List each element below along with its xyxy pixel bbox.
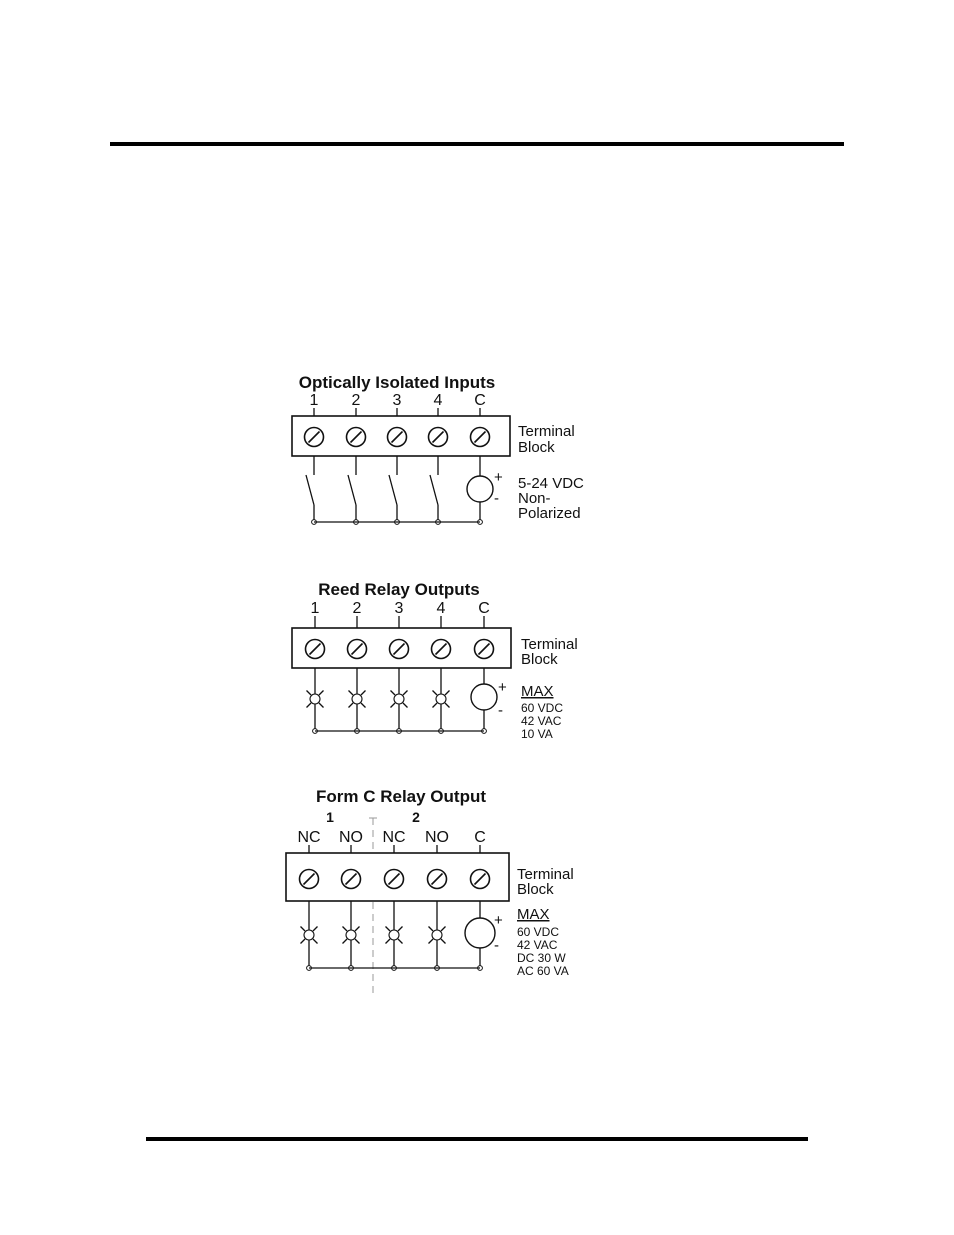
group-number: 2 [412,809,420,825]
lamp-ray [313,939,318,944]
source-rating-line: 60 VDC [517,925,560,939]
lamp-ray [301,927,306,932]
lamp-ray [386,939,391,944]
switch [306,475,314,505]
terminal-screw [429,428,448,447]
lamp-bulb [394,694,404,704]
diagram-3 [286,787,574,996]
lamp-ray [445,691,450,696]
minus-sign: - [494,490,499,507]
terminal-label: NC [382,829,406,846]
source-rating-line: 42 VAC [517,938,558,952]
plus-sign: + [494,912,503,929]
lamp-ray [349,691,354,696]
lamp-bulb [432,930,442,940]
terminal-label: 3 [394,600,404,617]
terminal-screw [388,428,407,447]
terminal-screw [348,640,367,659]
lamp-ray [403,703,408,708]
terminal-screw [347,428,366,447]
terminal-screw [471,428,490,447]
lamp-ray [441,939,446,944]
source-rating-line: 60 VDC [521,701,564,715]
lamp-ray [319,691,324,696]
lamp-ray [403,691,408,696]
lamp-bulb [352,694,362,704]
lamp-ray [301,939,306,944]
lamp-bulb [310,694,320,704]
diagram-title: Form C Relay Output [315,787,487,806]
terminal-block-label: Block [521,651,558,668]
source-rating-line: Non- [518,490,551,507]
terminal-block-label: Block [517,881,554,898]
lamp-bulb [436,694,446,704]
terminal-screw [390,640,409,659]
lamp-ray [343,927,348,932]
lamp-ray [429,927,434,932]
lamp-ray [307,691,312,696]
lamp-ray [313,927,318,932]
lamp-ray [361,703,366,708]
terminal-screw [475,640,494,659]
diagram-title: Optically Isolated Inputs [298,373,496,392]
lamp-ray [386,927,391,932]
switch-blade [306,475,314,505]
plus-sign: + [494,469,503,486]
lamp-ray [433,703,438,708]
terminal-block-label: Terminal [517,866,574,883]
terminal-screw [385,870,404,889]
terminal-label: C [478,600,490,617]
terminal-label: C [474,392,486,409]
terminal-block-label: Block [518,439,555,456]
terminal-screw [432,640,451,659]
lamp-bulb [346,930,356,940]
terminal-screw [428,870,447,889]
lamp-ray [441,927,446,932]
source-rating-line: 5-24 VDC [518,475,584,492]
lamp-ray [391,703,396,708]
lamp-ray [429,939,434,944]
diagram-1 [292,373,584,524]
lamp-ray [391,691,396,696]
lamp-ray [355,939,360,944]
terminal-label: 2 [352,600,362,617]
source-rating-line: AC 60 VA [517,964,569,978]
terminal-label: 2 [351,392,361,409]
diagram-2 [292,580,578,741]
source-rating-heading: MAX [521,683,554,700]
lamp-bulb [304,930,314,940]
terminal-screw [471,870,490,889]
lamp-ray [307,703,312,708]
terminal-block-label: Terminal [518,423,575,440]
terminal-label: NC [297,829,321,846]
switch [389,475,397,505]
lamp-bulb [389,930,399,940]
power-source [465,918,495,948]
source-rating-heading: MAX [517,906,550,923]
terminal-block-label: Terminal [521,636,578,653]
lamp-ray [319,703,324,708]
switch-blade [430,475,438,505]
minus-sign: - [498,702,503,719]
terminal-label: NO [339,829,363,846]
terminal-screw [342,870,361,889]
terminal-screw [306,640,325,659]
lamp-ray [445,703,450,708]
terminal-label: C [474,829,486,846]
terminal-label: NO [425,829,449,846]
terminal-label: 4 [433,392,443,409]
terminal-label: 1 [310,600,320,617]
switch-blade [348,475,356,505]
source-rating-line: Polarized [518,505,581,522]
plus-sign: + [498,679,507,696]
source-rating-line: 42 VAC [521,714,562,728]
switch [348,475,356,505]
power-source [467,476,493,502]
lamp-ray [343,939,348,944]
lamp-ray [398,927,403,932]
lamp-ray [349,703,354,708]
switch [430,475,438,505]
lamp-ray [361,691,366,696]
terminal-label: 4 [436,600,446,617]
lamp-ray [433,691,438,696]
group-number: 1 [326,809,334,825]
source-rating-line: 10 VA [521,727,553,741]
terminal-screw [305,428,324,447]
power-source [471,684,497,710]
terminal-label: 1 [309,392,319,409]
lamp-ray [398,939,403,944]
terminal-screw [300,870,319,889]
source-rating-line: DC 30 W [517,951,566,965]
lamp-ray [355,927,360,932]
minus-sign: - [494,937,499,954]
diagram-title: Reed Relay Outputs [318,580,480,599]
terminal-label: 3 [392,392,402,409]
switch-blade [389,475,397,505]
